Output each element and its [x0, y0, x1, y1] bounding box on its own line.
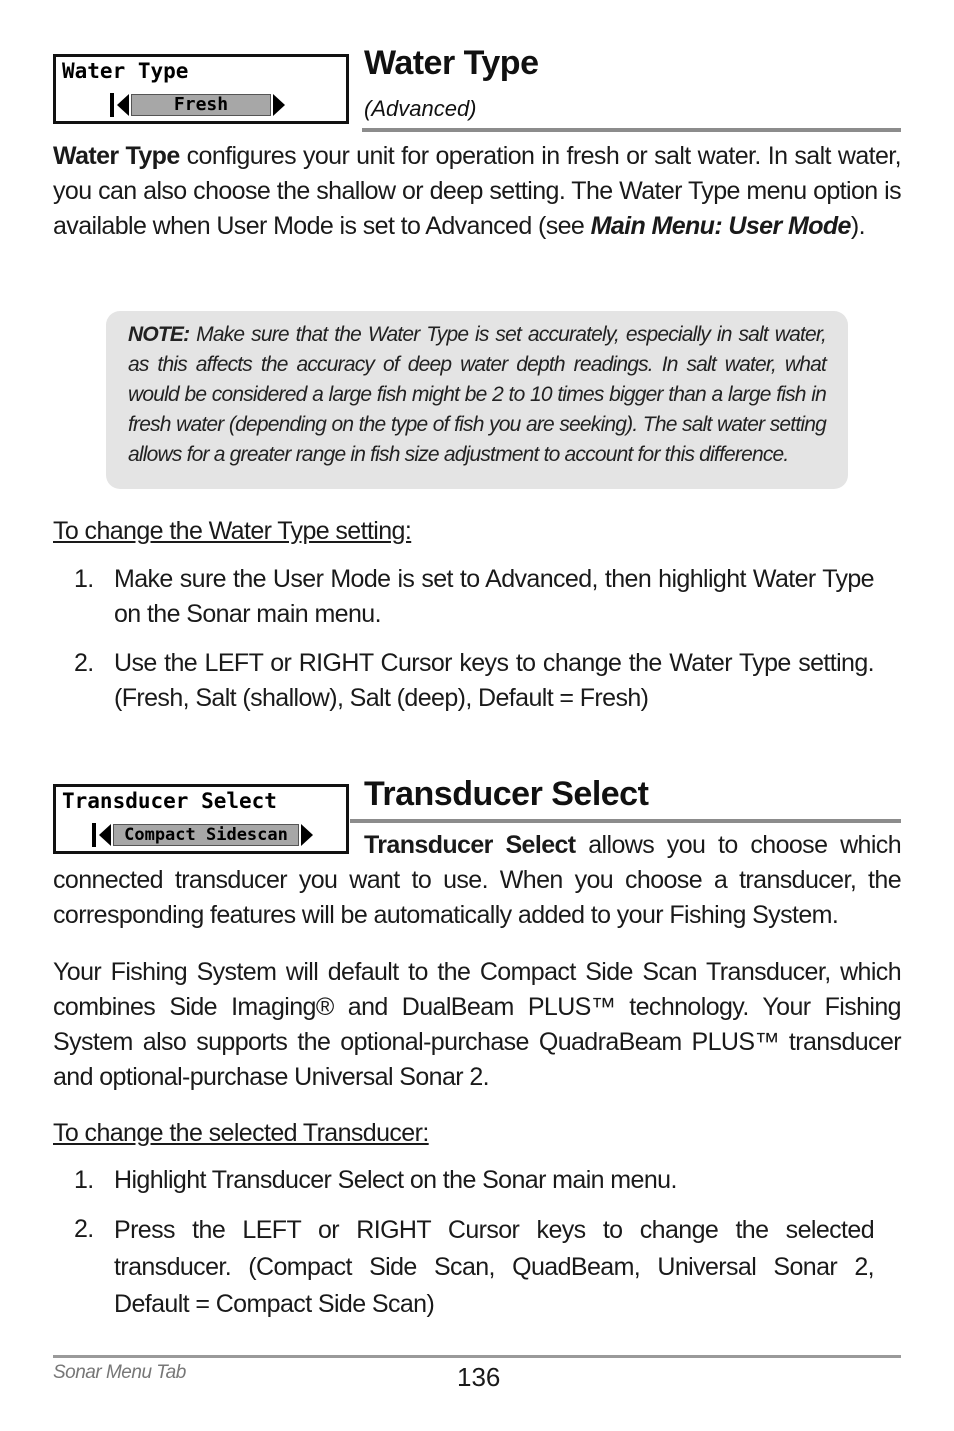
transducer-value: Compact Sidescan [113, 824, 299, 846]
transducer-select-menu-widget [53, 784, 349, 854]
footer-section-name: Sonar Menu Tab [53, 1362, 186, 1383]
left-arrow-icon [117, 94, 129, 116]
footer-rule [53, 1355, 901, 1358]
right-arrow-icon [301, 824, 313, 846]
step-number: 2. [74, 649, 94, 677]
list-item [74, 562, 874, 634]
heading-rule [362, 128, 901, 132]
water-type-intro [53, 139, 901, 244]
note-text [128, 320, 826, 470]
intro-tail: ). [850, 212, 865, 240]
intro-cross-reference: Main Menu: User Mode [590, 212, 851, 240]
section-subheading-advanced: (Advanced) [364, 96, 477, 121]
list-item [74, 646, 874, 718]
transducer-intro-first-line: Transducer Select allows you to choose which [364, 831, 901, 859]
step-text: Make sure the User Mode is set to Advanced, then highlight Water Type on the Sonar main menu. [114, 565, 874, 628]
intro-text: configures your unit for operation in fresh or salt water. In salt water, you can also choose the shallow or deep setting. The Water Type menu option is available when User Mode is set to Advanced (see [53, 142, 901, 240]
step-text: Highlight Transducer Select on the Sonar main menu. [114, 1166, 677, 1194]
page-number: 136 [457, 1362, 501, 1392]
water-type-value: Fresh [131, 94, 271, 116]
step-text: Press the LEFT or RIGHT Cursor keys to change the selected transducer. (Compact Side Scan, QuadBeam, Universal Sonar 2, Default = Compact Side Scan) [114, 1216, 874, 1318]
right-arrow-icon [273, 94, 285, 116]
list-item [74, 1163, 874, 1199]
water-type-menu-widget [53, 54, 349, 124]
list-item [74, 1212, 874, 1322]
intro-bold-lead: Water Type [53, 142, 180, 170]
transducer-intro-rest: connected transducer you want to use. When you choose a transducer, the corresponding features will be automatically added to your Fishing System. [53, 866, 901, 929]
heading-rule [350, 819, 901, 823]
intro-bold-lead: Transducer Select [364, 831, 576, 859]
section-heading-water-type: Water Type [364, 44, 539, 82]
step-number: 2. [74, 1215, 94, 1243]
left-bar-icon [110, 93, 114, 117]
procedure-title-water-type: To change the Water Type setting: [53, 517, 412, 545]
note-body: Make sure that the Water Type is set accurately, especially in salt water, as this affects the accuracy of deep water depth readings. In salt water, what would be considered a large fish might be 2 to 10 times bigger than a large fish in fresh water (depending on the type of fish you are seeking). The salt water setting allows for a greater range in fish size adjustment to account for this difference. [128, 323, 826, 466]
step-number: 1. [74, 565, 94, 593]
water-type-selector [110, 93, 285, 117]
transducer-selector [92, 823, 313, 847]
procedure-title-transducer: To change the selected Transducer: [53, 1119, 429, 1147]
left-arrow-icon [99, 824, 111, 846]
step-text: Use the LEFT or RIGHT Cursor keys to change the Water Type setting. (Fresh, Salt (shallow), Salt (deep), Default = Fresh) [114, 649, 874, 712]
transducer-default-paragraph: Your Fishing System will default to the Compact Side Scan Transducer, which combines Side Imaging® and DualBeam PLUS™ technology. Your Fishing System also supports the optional-purchase QuadraBeam PLUS™ transducer and optional-purchase Universal Sonar 2. [53, 958, 901, 1091]
left-bar-icon [92, 823, 96, 847]
transducer-select-menu-title: Transducer Select [62, 789, 277, 813]
section-heading-transducer-select: Transducer Select [364, 775, 649, 813]
water-type-menu-title: Water Type [62, 59, 189, 83]
step-number: 1. [74, 1166, 94, 1194]
note-label: NOTE: [128, 323, 190, 346]
